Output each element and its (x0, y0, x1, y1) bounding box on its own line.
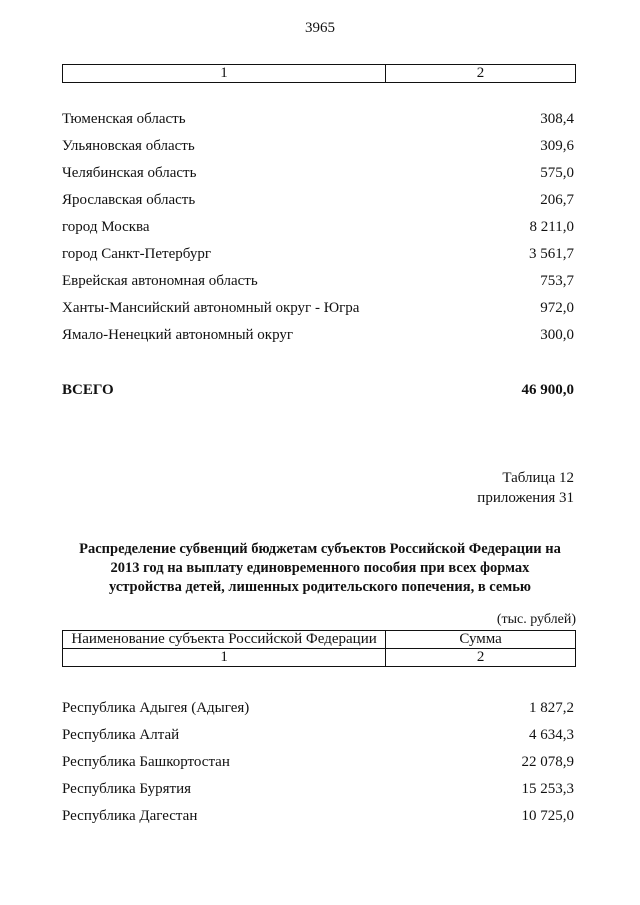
region-value: 575,0 (540, 165, 574, 181)
table-row (62, 780, 574, 798)
total-label: ВСЕГО (62, 382, 114, 398)
region-name: Республика Башкортостан (62, 754, 230, 770)
units-label: (тыс. рублей) (496, 612, 576, 627)
column-number-2: 2 (386, 649, 576, 667)
column-header-sum: Сумма (386, 631, 576, 649)
column-number-1: 1 (63, 649, 386, 667)
appendix-number: приложения 31 (477, 490, 574, 506)
page-number: 3965 (305, 20, 335, 36)
table-row (62, 753, 574, 771)
region-name: Тюменская область (62, 111, 186, 127)
table-reference (477, 468, 574, 508)
region-value: 1 827,2 (529, 700, 574, 716)
total-value: 46 900,0 (521, 382, 574, 398)
table-row (62, 807, 574, 825)
region-value: 753,7 (540, 273, 574, 289)
total-row (62, 381, 574, 399)
table-number: Таблица 12 (502, 470, 574, 486)
column-number-1: 1 (63, 65, 386, 83)
table-row (62, 272, 574, 290)
table-row (62, 218, 574, 236)
region-name: город Санкт-Петербург (62, 246, 211, 262)
region-name: Ямало-Ненецкий автономный округ (62, 327, 294, 343)
region-name: Ярославская область (62, 192, 196, 208)
table-row (62, 245, 574, 263)
table-row (62, 299, 574, 317)
region-value: 10 725,0 (521, 808, 574, 824)
bottom-table-header (62, 630, 576, 667)
table-row (62, 164, 574, 182)
region-value: 3 561,7 (529, 246, 574, 262)
title-line: 2013 год на выплату единовременного пособия при всех формах (110, 560, 530, 576)
region-value: 309,6 (540, 138, 574, 154)
title-line: Распределение субвенций бюджетам субъектов Российской Федерации на (79, 541, 561, 557)
region-value: 206,7 (540, 192, 574, 208)
region-value: 972,0 (540, 300, 574, 316)
region-name: Ханты-Мансийский автономный округ - Югра (62, 300, 360, 316)
table-row (62, 326, 574, 344)
region-name: Республика Адыгея (Адыгея) (62, 700, 250, 716)
top-table-header (62, 64, 576, 83)
region-value: 8 211,0 (529, 219, 574, 235)
table-row (62, 137, 574, 155)
region-value: 300,0 (540, 327, 574, 343)
region-name: Республика Дагестан (62, 808, 198, 824)
region-name: Ульяновская область (62, 138, 195, 154)
column-header-name: Наименование субъекта Российской Федерации (63, 631, 386, 649)
region-name: Республика Бурятия (62, 781, 192, 797)
region-name: город Москва (62, 219, 150, 235)
title-line: устройства детей, лишенных родительского попечения, в семью (109, 579, 531, 595)
table-row (62, 191, 574, 209)
region-value: 308,4 (540, 111, 574, 127)
region-name: Республика Алтай (62, 727, 180, 743)
region-name: Еврейская автономная область (62, 273, 258, 289)
region-name: Челябинская область (62, 165, 197, 181)
table-row (62, 699, 574, 717)
table-row (62, 110, 574, 128)
region-value: 4 634,3 (529, 727, 574, 743)
column-number-2: 2 (386, 65, 576, 83)
table-row (62, 726, 574, 744)
document-title (62, 540, 578, 597)
region-value: 15 253,3 (521, 781, 574, 797)
region-value: 22 078,9 (521, 754, 574, 770)
